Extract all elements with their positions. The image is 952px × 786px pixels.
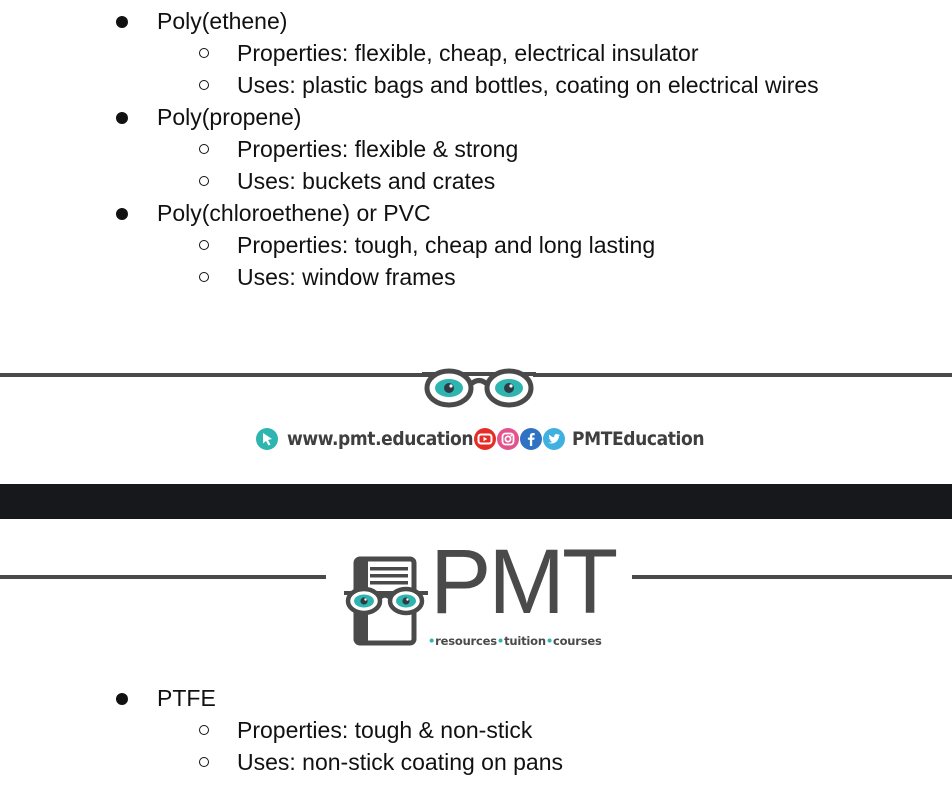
pmt-logo-text: PMT xyxy=(430,531,616,633)
polymer-list-page-1 xyxy=(0,5,952,293)
sub-bullet-icon xyxy=(199,272,209,282)
footer-divider-left xyxy=(0,373,430,377)
polymer-uses: Uses: non-stick coating on pans xyxy=(237,749,564,775)
sub-bullet-icon xyxy=(199,144,209,154)
polymer-name: Poly(propene) xyxy=(157,104,302,130)
list-item-pvc xyxy=(0,197,952,229)
polymer-uses: Uses: plastic bags and bottles, coating on electrical wires xyxy=(237,72,819,98)
bullet-icon xyxy=(116,693,128,705)
sub-list-item xyxy=(0,165,952,197)
social-links xyxy=(474,424,704,454)
polymer-name: PTFE xyxy=(157,685,216,711)
sub-list-item xyxy=(0,69,952,101)
cursor-icon xyxy=(256,428,278,450)
glasses-icon xyxy=(420,364,538,410)
polymer-properties: Properties: tough & non-stick xyxy=(237,717,533,743)
polymer-properties: Properties: flexible, cheap, electrical insulator xyxy=(237,40,699,66)
list-item-polypropene xyxy=(0,101,952,133)
header-divider-right xyxy=(632,575,952,579)
polymer-properties: Properties: flexible & strong xyxy=(237,136,519,162)
twitter-icon[interactable] xyxy=(543,428,565,450)
header-divider-left xyxy=(0,575,326,579)
bullet-icon xyxy=(116,16,128,28)
sub-bullet-icon xyxy=(199,176,209,186)
polymer-properties: Properties: tough, cheap and long lasting xyxy=(237,232,656,258)
polymer-name: Poly(chloroethene) or PVC xyxy=(157,200,431,226)
sub-bullet-icon xyxy=(199,757,209,767)
bullet-icon xyxy=(116,208,128,220)
sub-bullet-icon xyxy=(199,725,209,735)
sub-bullet-icon xyxy=(199,80,209,90)
instagram-icon[interactable] xyxy=(497,428,519,450)
social-handle: PMTEducation xyxy=(572,428,705,450)
youtube-icon[interactable] xyxy=(474,428,496,450)
list-item-ptfe xyxy=(0,682,952,714)
polymer-list-page-2 xyxy=(0,682,952,778)
pmt-book-logo-icon xyxy=(340,553,432,653)
facebook-icon[interactable] xyxy=(520,428,542,450)
sub-list-item xyxy=(0,133,952,165)
website-link[interactable] xyxy=(256,424,473,454)
sub-list-item xyxy=(0,714,952,746)
list-item-polyethene xyxy=(0,5,952,37)
sub-bullet-icon xyxy=(199,48,209,58)
polymer-uses: Uses: buckets and crates xyxy=(237,168,496,194)
website-url: www.pmt.education xyxy=(287,428,474,450)
sub-bullet-icon xyxy=(199,240,209,250)
sub-list-item xyxy=(0,229,952,261)
footer-divider-right xyxy=(533,373,952,377)
sub-list-item xyxy=(0,746,952,778)
pmt-tagline: •resources•tuition•courses xyxy=(428,634,602,648)
page-separator xyxy=(0,484,952,519)
polymer-name: Poly(ethene) xyxy=(157,8,288,34)
sub-list-item xyxy=(0,261,952,293)
bullet-icon xyxy=(116,112,128,124)
polymer-uses: Uses: window frames xyxy=(237,264,456,290)
sub-list-item xyxy=(0,37,952,69)
